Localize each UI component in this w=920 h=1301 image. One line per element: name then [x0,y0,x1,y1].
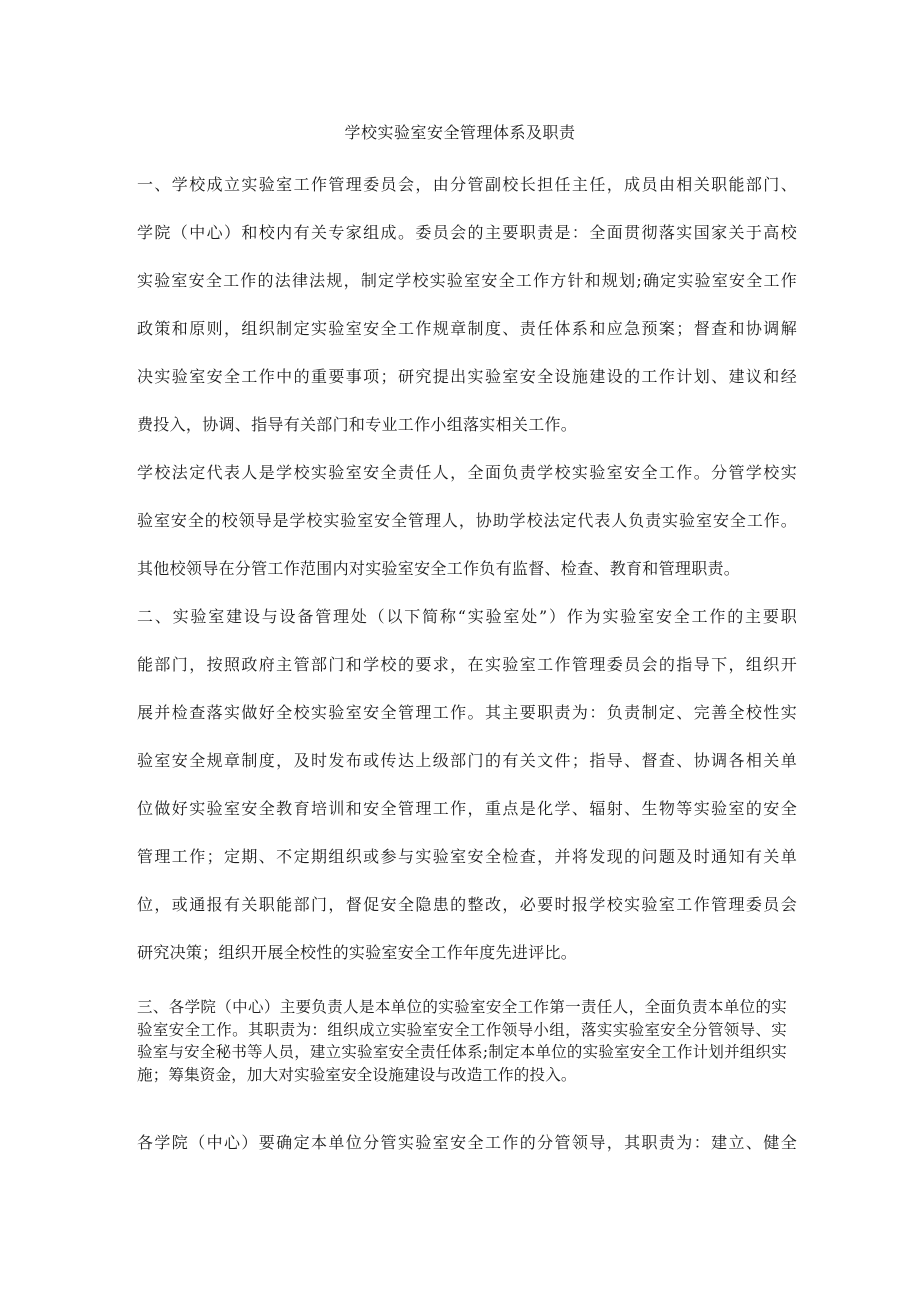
section2-line-4: 验室安全规章制度，及时发布或传达上级部门的有关文件；指导、督查、协调各相关单 [137,751,797,770]
section1-line-1: 一、学校成立实验室工作管理委员会，由分管副校长担任主任，成员由相关职能部门、 [137,175,797,194]
para2-line-1: 学校法定代表人是学校实验室安全责任人，全面负责学校实验室安全工作。分管学校实 [137,463,797,482]
section1-line-2: 学院（中心）和校内有关专家组成。委员会的主要职责是：全面贯彻落实国家关于高校 [137,223,797,242]
section1-line-4: 政策和原则，组织制定实验室安全工作规章制度、责任体系和应急预案；督查和协调解 [137,319,797,338]
section1-line-3: 实验室安全工作的法律法规，制定学校实验室安全工作方针和规划;确定实验室安全工作 [137,271,797,290]
section1-line-5: 决实验室安全工作中的重要事项；研究提出实验室安全设施建设的工作计划、建议和经 [137,367,797,386]
section3-paragraph: 三、各学院（中心）主要负责人是本单位的实验室安全工作第一责任人，全面负责本单位的实验室安全工作。其职责为：组织成立实验室安全工作领导小组，落实实验室安全分管领导、实验室与安全秘书等人员，建立实验室安全责任体系;制定本单位的实验室安全工作计划并组织实施；筹集资金，加大对实验室安全设施建设与改造工作的投入。 [137,998,787,1084]
section2-line-5: 位做好实验室安全教育培训和安全管理工作，重点是化学、辐射、生物等实验室的安全 [137,799,797,818]
section2-line-2: 能部门，按照政府主管部门和学校的要求，在实验室工作管理委员会的指导下，组织开 [137,655,797,674]
section2-line-8: 研究决策；组织开展全校性的实验室安全工作年度先进评比。 [137,943,578,962]
section2-line-1: 二、实验室建设与设备管理处（以下简称“实验室处”）作为实验室安全工作的主要职 [137,607,797,626]
section2-line-7: 位，或通报有关职能部门，督促安全隐患的整改，必要时报学校实验室工作管理委员会 [137,895,797,914]
section2-line-6: 管理工作；定期、不定期组织或参与实验室安全检查，并将发现的问题及时通知有关单 [137,847,797,866]
para4-line-1: 各学院（中心）要确定本单位分管实验室安全工作的分管领导，其职责为：建立、健全 [137,1133,797,1152]
document-title: 学校实验室安全管理体系及职责 [344,123,576,142]
para2-line-3: 其他校领导在分管工作范围内对实验室安全工作负有监督、检查、教育和管理职责。 [137,559,741,578]
para2-line-2: 验室安全的校领导是学校实验室安全管理人，协助学校法定代表人负责实验室安全工作。 [137,511,797,530]
section2-line-3: 展并检查落实做好全校实验室安全管理工作。其主要职责为：负责制定、完善全校性实 [137,703,797,722]
section1-line-6: 费投入，协调、指导有关部门和专业工作小组落实相关工作。 [137,415,578,434]
